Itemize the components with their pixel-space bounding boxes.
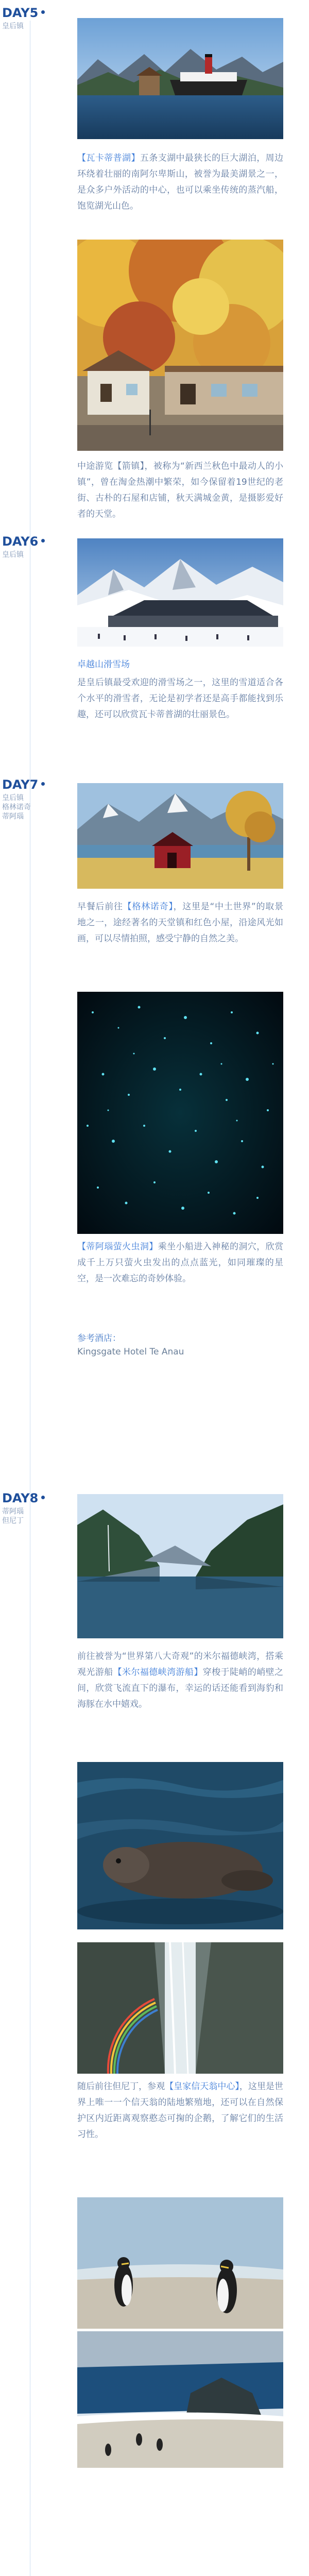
hotel-label: 参考酒店： [77,1333,121,1344]
glowworm-hotel [77,1332,283,1359]
day-stay: 皇后镇 [2,22,24,30]
arrowtown-description [77,459,283,536]
ski-field-description [77,675,283,770]
day-5-marker [2,6,74,31]
day-number: DAY8 [2,1491,39,1505]
milford-description [77,1649,283,1762]
penguins-photo [77,2197,283,2329]
timeline-dot [41,539,45,543]
hotel-name: Kingsgate Hotel Te Anau [77,1347,184,1357]
coastline-photo [77,2331,283,2468]
ski-field-title: 卓越山滑雪场 [77,659,130,670]
arrowtown-autumn-photo [77,240,283,451]
wakatipu-text: 五条支湖中最狭长的巨大湖泊，周边环绕着壮丽的南阿尔卑斯山，被誉为最美湖景之一，是众多户外活动的中心，也可以乘坐传统的蒸汽船，饱览湖光山色。 [77,153,284,211]
glenorchy-intro: 早餐后前往 [77,902,123,912]
seal-photo [77,1762,283,1929]
wakatipu-title: 【瓦卡蒂普湖】 [77,153,140,163]
arrowtown-text: 中途游览【箭镇】，被称为“新西兰秋色中最动人的小镇”，曾在淘金热潮中繁荣，如今保留着19世纪的老街、古朴的石屋和店铺，秋天满城金黄，是摄影爱好者的天堂。 [77,461,283,519]
day-7-marker [2,778,74,821]
glenorchy-title: 【格林诺奇】 [123,902,174,912]
lake-steamship-photo [77,18,283,139]
milford-text: 穿梭于陡峭的峭壁之间，欣赏飞流直下的瀑布，幸运的话还能看到海豹和海豚在水中嬉戏。 [77,1667,284,1709]
penguin-title: 【皇家信天翁中心】 [165,2081,239,2092]
day-number: DAY7 [2,777,39,792]
waterfall-rainbow-photo [77,1942,283,2074]
timeline-dot [41,1496,45,1499]
penguin-text: ，这里是世界上唯一一个信天翁的陆地繁殖地，还可以在自然保护区内近距离观察憨态可掬的企鹅，了解它们的生活习性。 [77,2081,284,2140]
glowworm-description [77,1239,283,1316]
milford-title: 【米尔福德峡湾游船】 [113,1667,203,1677]
day-8-marker [2,1492,74,1526]
day-6-marker [2,535,74,560]
itinerary-day-column [0,0,77,2576]
timeline-dot [41,782,45,786]
milford-sound-photo [77,1494,283,1638]
ski-field-text: 是皇后镇最受欢迎的滑雪场之一，这里的雪道适合各个水平的滑雪者，无论是初学者还是高手都能找到乐趣，还可以欣赏瓦卡蒂普湖的壮丽景色。 [77,677,283,720]
penguin-intro: 随后前往但尼丁，参观 [77,2081,165,2092]
timeline-dot [41,10,45,14]
milford-intro: 前往被誉为“世界第八大奇观”的米尔福德峡湾，搭乘观光游船 [77,1651,283,1677]
day-stay: 皇后镇 [2,551,24,559]
day-stay: 蒂阿瑙 但尼丁 [2,1507,24,1525]
glowworm-title: 【蒂阿瑙萤火虫洞】 [77,1242,158,1252]
glowworm-text: 乘坐小船进入神秘的洞穴，欣赏成千上万只萤火虫发出的点点蓝光，如同璀璨的星空，是一次难忘的奇妙体验。 [77,1242,284,1284]
day-number: DAY6 [2,534,39,549]
ski-field-photo [77,538,283,647]
day-stay: 皇后镇 格林诺奇 蒂阿瑙 [2,794,31,821]
ski-field-heading [77,657,283,677]
glenorchy-text: ，这里是“中土世界”的取景地之一，途经著名的天堂镇和红色小屋，沿途风光如画，可以尽情拍照，感受宁静的自然之美。 [77,902,283,944]
glowworm-cave-photo [77,992,283,1234]
penguin-center-extra [77,2473,283,2576]
penguin-description [77,2079,283,2195]
day-number: DAY5 [2,6,39,20]
glenorchy-description [77,899,283,984]
glenorchy-red-shed-photo [77,783,283,889]
wakatipu-description [77,150,283,248]
